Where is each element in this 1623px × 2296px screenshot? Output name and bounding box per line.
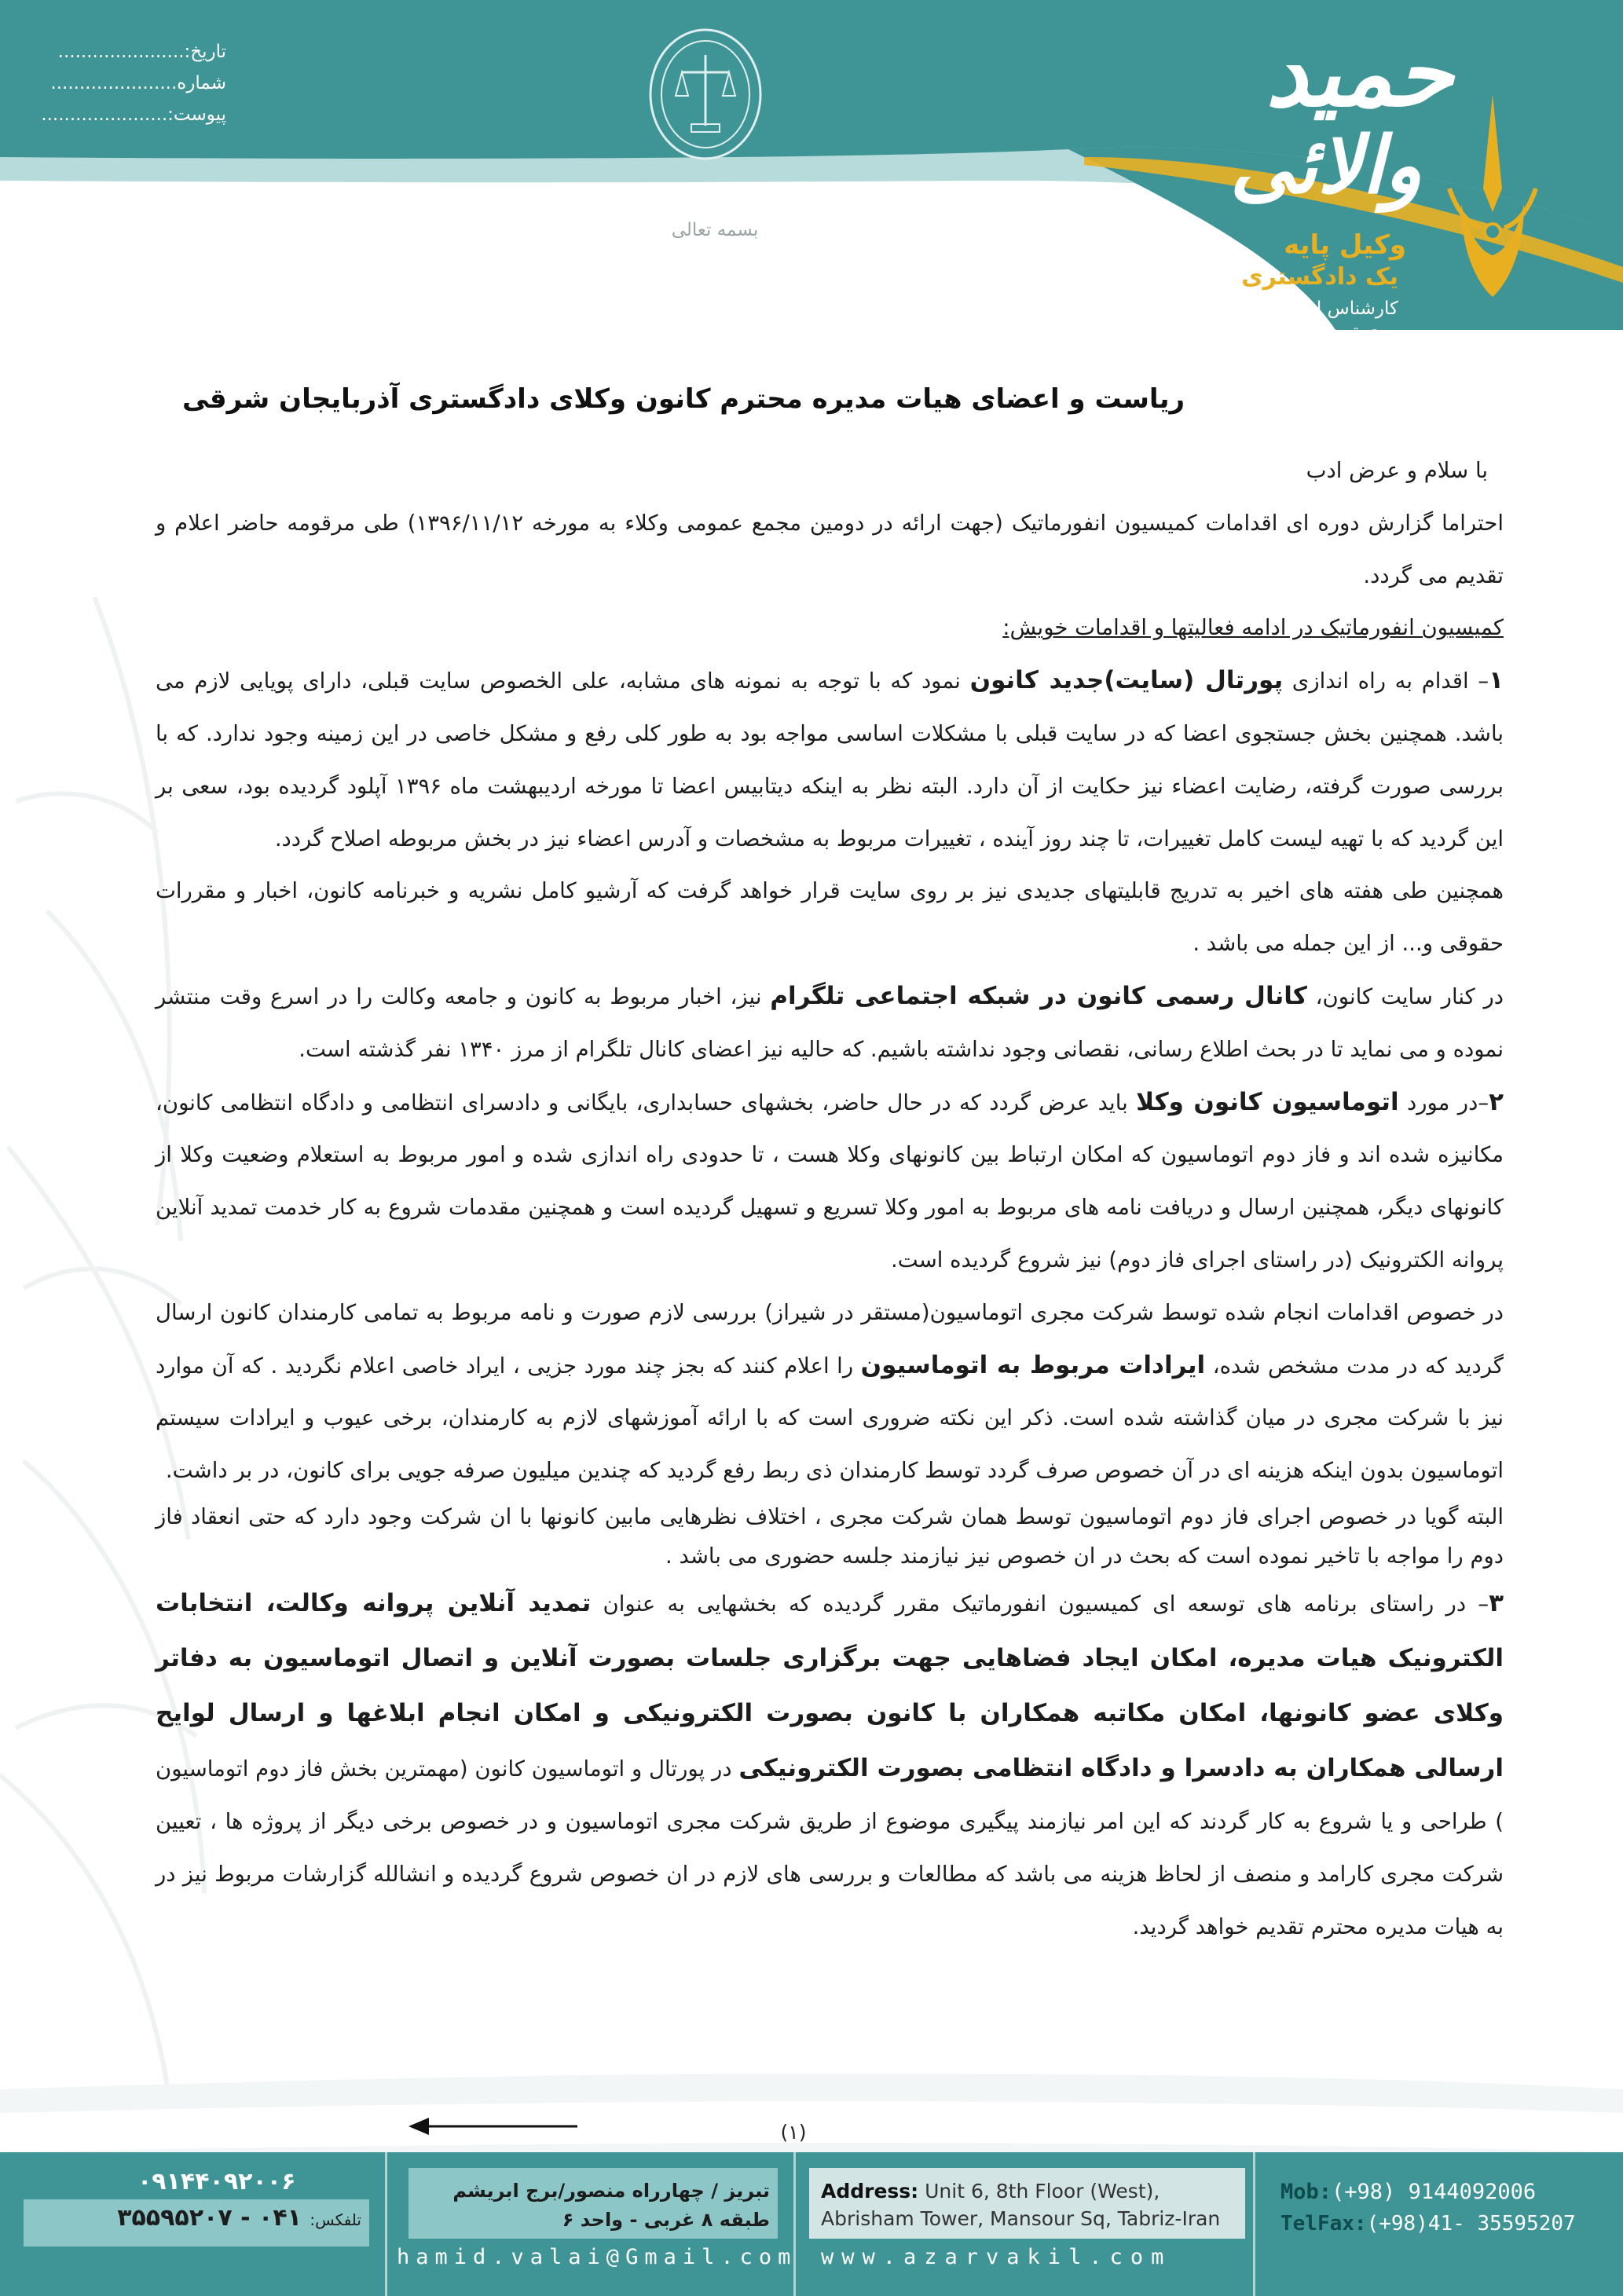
website-link[interactable]: www.azarvakil.com bbox=[821, 2245, 1172, 2269]
address-label: Address: bbox=[821, 2180, 919, 2203]
number-field bbox=[50, 68, 226, 99]
brand-title-line4: حقوق خصوصی bbox=[1274, 324, 1390, 344]
greeting: با سلام و عرض ادب bbox=[1306, 458, 1488, 483]
item-number-1: ۱ bbox=[1489, 666, 1504, 695]
p3-text-b: در پورتال و اتوماسیون کانون (مهمترین بخش فاز دوم اتوماسیون ) طراحی و یا شروع به کار گردند که این امر نیازمند پیگیری موضوع از طریق شرکت مجری اتوماسیون و در خصوص برخی دیگر از پروژه ها ، تعیین شرکت مجری کارامد و منصف از لحاظ هزینه می باشد که مطالعات و بررسی های لازم در ان خصوص شروع گردیده و انشالله گزارشات مربوط نیز در به هیات مدیره محترم تقدیم خواهد گردید. bbox=[156, 1756, 1504, 1939]
paragraph-2-continued-2: البته گویا در خصوص اجرای فاز دوم اتوماسیون توسط همان شرکت مجری ، اختلاف نظرهایی مابین کانونها با ان شرکت وجود دارد که حتی انعقاد فاز دوم را مواجه با تاخیر نموده است که بحث در ان خصوص نیز نیازمند جلسه حضوری می باشد . bbox=[156, 1503, 1504, 1569]
paragraph-telegram bbox=[156, 970, 1504, 1076]
address-line-1 bbox=[821, 2180, 1160, 2203]
arrow-left-icon bbox=[408, 2115, 581, 2138]
brand-name-line1: حمید bbox=[1266, 18, 1453, 127]
email-link[interactable]: hamid.valai@Gmail.com bbox=[397, 2245, 797, 2269]
mobile-value: (+98) 9144092006 bbox=[1332, 2180, 1537, 2204]
fountain-pen-icon bbox=[1445, 94, 1540, 298]
telfax-label: TelFax: bbox=[1280, 2212, 1367, 2236]
brand-title-line2: یک دادگستری bbox=[1241, 263, 1398, 291]
p3-bold: تمدید آنلاین پروانه وکالت، انتخابات الکترونیک هیات مدیره، امکان ایجاد فضاهایی جهت برگزاری جلسات بصورت آنلاین و اتصال اتوماسیون به دفاتر وکلای عضو کانونها، امکان مکاتبه همکاران با کانون بصورت الکترونیکی و امکان انجام ابلاغها و ارسال لوایح ارسالی همکاران به دادسرا و دادگاه انتظامی بصورت الکترونیکی bbox=[156, 1588, 1504, 1782]
letter-meta bbox=[41, 36, 226, 130]
p1-tg-text-b: نیز، اخبار مربوط به کانون و جامعه وکالت را در اسرع وقت منتشر نموده و می نماید تا در بحث اطلاع رسانی، نقصانی وجود نداشته باشیم. که حالیه نیز اعضای کانال تلگرام از مرز ۱۳۴۰ نفر گذشته است. bbox=[156, 983, 1504, 1062]
mobile-contact bbox=[1280, 2180, 1536, 2204]
paragraph-1 bbox=[156, 654, 1504, 865]
brand-title-line3: کارشناس ارشد bbox=[1283, 298, 1398, 319]
date-label: تاریخ: bbox=[184, 42, 226, 62]
attachment-field bbox=[41, 99, 226, 130]
bar-association-seal-icon bbox=[643, 24, 768, 165]
telfax-fa bbox=[39, 2204, 361, 2232]
fa-address-line-1: تبریز / چهارراه منصور/برج ابریشم bbox=[452, 2180, 770, 2202]
p2-cont-text-b: را اعلام کنند که بجز چند مورد جزیی ، ایراد خاصی اعلام نگردید . که آن موارد نیز با شرکت مجری در میان گذاشته شده است. ذکر این نکته ضروری است که با ارائه آموزشهای لازم به کارمندان، برخی عیوب و ایرادات سیستم اتوماسیون بدون اینکه هزینه ای در آن خصوص صرف گردد توسط کارمندان ذی ربط رفع گردید که چندین میلیون صرفه جویی برای کانون، در بر داشت. bbox=[156, 1353, 1504, 1484]
mobile-label: Mob: bbox=[1280, 2180, 1332, 2204]
intro-paragraph: احتراما گزارش دوره ای اقدامات کمیسیون انفورماتیک (جهت ارائه در دومین مجمع عمومی وکلاء به مورخه ۱۳۹۶/۱۱/۱۲) طی مرقومه حاضر اعلام و تقدیم می گردد. bbox=[156, 510, 1504, 588]
date-field bbox=[57, 36, 226, 68]
section-heading bbox=[156, 602, 1504, 654]
p2-cont-text-a: در خصوص اقدامات انجام شده توسط شرکت مجری اتوماسیون(مستقر در شیراز) بررسی لازم صورت و نامه مربوط به تمامی کارمندان کانون ارسال گردید که در مدت مشخص شده، bbox=[156, 1299, 1504, 1379]
date-dots: ...................... bbox=[57, 42, 185, 62]
item-number-2: ۲ bbox=[1489, 1087, 1504, 1116]
p1-tg-bold: کانال رسمی کانون در شبکه اجتماعی تلگرام bbox=[770, 981, 1307, 1010]
p1-bold: پورتال (سایت)جدید کانون bbox=[969, 666, 1284, 695]
telfax-contact bbox=[1280, 2212, 1576, 2236]
p1-text-a: – اقدام به راه اندازی bbox=[1283, 668, 1489, 694]
p3-text-a: – در راستای برنامه های توسعه ای کمیسیون انفورماتیک مقرر گردیده که بخشهایی به عنوان bbox=[591, 1591, 1489, 1617]
telfax-fa-label: تلفکس: bbox=[310, 2210, 361, 2229]
number-label: شماره bbox=[177, 73, 226, 93]
paragraph-2 bbox=[156, 1076, 1504, 1287]
paragraph-3 bbox=[156, 1576, 1504, 1953]
fa-address-line-2: طبقه ۸ غربی - واحد ۶ bbox=[562, 2209, 770, 2231]
p1-tg-text-a: در کنار سایت کانون، bbox=[1306, 983, 1504, 1009]
mobile-fa: ۰۹۱۴۴۰۹۲۰۰۶ bbox=[137, 2168, 296, 2195]
p2-text-b: باید عرض گردد که در حال حاضر، بخشهای حسابداری، بایگانی و دادسرای انتظامی و دادگاه انتظامی کانون، مکانیزه شده اند و فاز دوم اتوماسیون که امکان ارتباط بین کانونهای وکلا هست ، تا حدودی راه اندازی شده و امور مربوط به استعلام وضعیت وکلا از کانونهای دیگر، همچنین ارسال و دریافت نامه های مربوط به امور وکلا تسریع و تسهیل گردیده است و همچنین مقدمات شروع به کار خدمت تمدید آنلاین پروانه الکترونیک (در راستای اجرای فاز دوم) نیز شروع گردیده است. bbox=[156, 1089, 1504, 1273]
address-text-1: Unit 6, 8th Floor (West), bbox=[918, 2180, 1160, 2203]
brand-logo bbox=[1147, 18, 1555, 344]
number-dots: ...................... bbox=[50, 73, 178, 93]
p2-cont-bold: ایرادات مربوط به اتوماسیون bbox=[860, 1350, 1206, 1379]
paragraph-2-continued bbox=[156, 1287, 1504, 1497]
paragraph-1-continued: همچنین طی هفته های اخیر به تدریج قابلیتهای جدیدی نیز بر روی سایت قرار خواهد گرفت که آرشیو کامل نشریه و خبرنامه کانون، اخبار و مقررات حقوقی و... از این جمله می باشد . bbox=[156, 878, 1504, 957]
item-number-3: ۳ bbox=[1489, 1588, 1504, 1617]
letter-body bbox=[156, 445, 1504, 1953]
address-line-2: Abrisham Tower, Mansour Sq, Tabriz-Iran bbox=[821, 2207, 1221, 2230]
section-heading-text: کمیسیون انفورماتیک در ادامه فعالیتها و اقدامات خویش: bbox=[1002, 615, 1504, 641]
letter-title: ریاست و اعضای هیات مدیره محترم کانون وکلای دادگستری آذربایجان شرقی bbox=[181, 383, 1185, 415]
page-number: (۱) bbox=[780, 2121, 807, 2144]
p2-text-a: –در مورد bbox=[1398, 1089, 1489, 1115]
attachment-label: پیوست: bbox=[167, 104, 226, 125]
attachment-dots: ...................... bbox=[41, 104, 168, 125]
telfax-fa-value: ۰۴۱ - ۳۵۵۹۵۲۰۷ bbox=[117, 2204, 302, 2232]
p1-text-b: نمود که با توجه به نمونه های مشابه، علی الخصوص سایت قبلی، دارای پویایی لازم می باشد. همچنین بخش جستجوی اعضا که در سایت قبلی با مشکلات اساسی مواجه بود به طور کلی رفع و مشکل خاصی در این زمینه وجود ندارد. که با بررسی صورت گرفته، رضایت اعضاء نیز حکایت از آن دارد. البته نظر به اینکه دیتابیس اعضا تا مورخه اردیبهشت ماه ۱۳۹۶ آپلود گردیده بود، سعی بر این گردید که با تهیه لیست کامل تغییرات، تا چند روز آینده ، تغییرات مربوط به مشخصات و آدرس اعضاء نیز در بخش مربوطه اصلاح گردد. bbox=[156, 668, 1504, 851]
brand-name-line2: والائی bbox=[1229, 119, 1422, 211]
bismillah: بسمه تعالی bbox=[671, 220, 759, 240]
telfax-value: (+98)41- 35595207 bbox=[1366, 2212, 1576, 2236]
brand-title-line1: وکیل پایه bbox=[1284, 229, 1406, 261]
p2-bold: اتوماسیون کانون وکلا bbox=[1136, 1087, 1399, 1116]
